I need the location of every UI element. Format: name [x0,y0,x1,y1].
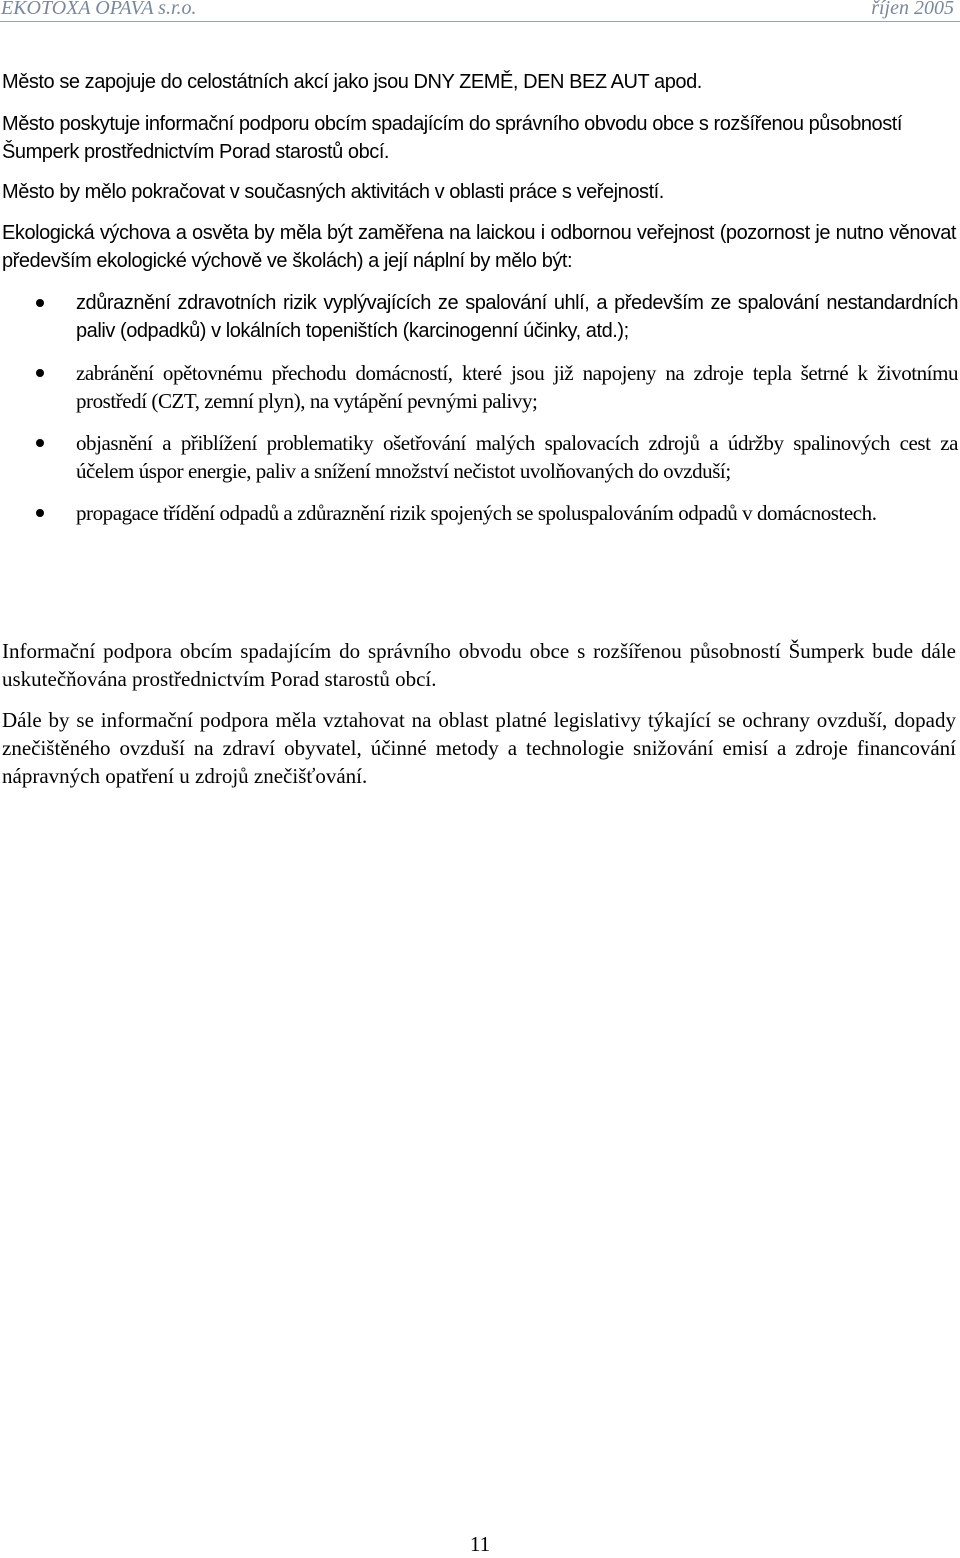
header-company: EKOTOXA OPAVA s.r.o. [1,0,197,19]
paragraph-info-continued: Informační podpora obcím spadajícím do správního obvodu obce s rozšířenou působností Šumperk bude dále uskutečňována prostřednictvím Porad starostů obcí. [2,639,956,691]
paragraph-legislation: Dále by se informační podpora měla vztahovat na oblast platné legislativy týkající se ochrany ovzduší, dopady znečištěného ovzduší na zdraví obyvatel, účinné metody a technologie snižování emisí a zdroje financování nápravných opatření u zdrojů znečišťování. [2,708,956,788]
bullet-icon [36,509,44,517]
bullet-icon [36,439,44,447]
header-date: říjen 2005 [871,0,954,19]
page-number: 11 [469,1532,491,1556]
bullet-list [0,289,958,527]
list-item-text: objasnění a přiblížení problematiky ošetřování malých spalovacích zdrojů a údržby spalinových cest za účelem úspor energie, paliv a snížení množství nečistot uvolňovaných do ovzduší; [76,431,958,483]
page-header [0,0,960,22]
list-item-text: propagace třídění odpadů a zdůraznění rizik spojených se spoluspalováním odpadů v domácnostech. [76,501,877,525]
list-item [0,289,958,345]
list-item [0,499,958,527]
bullet-icon [36,369,44,377]
list-item-text: zdůraznění zdravotních rizik vyplývajících ze spalování uhlí, a především ze spalování nestandardních paliv (odpadků) v lokálních topeništích (karcinogenní účinky, atd.); [76,292,958,342]
list-item [0,429,958,485]
bullet-icon [36,299,44,307]
paragraph-info-support: Město poskytuje informační podporu obcím spadajícím do správního obvodu obce s rozšířenou působností Šumperk prostřednictvím Porad starostů obcí. [2,113,902,163]
list-item-text: zabránění opětovnému přechodu domácností, které jsou již napojeny na zdroje tepla šetrné k životnímu prostředí (CZT, zemní plyn), na vytápění pevnými palivy; [76,361,958,413]
paragraph-education-intro: Ekologická výchova a osvěta by měla být zaměřena na laickou i odbornou veřejnost (pozornost je nutno věnovat především ekologické výchově ve školách) a její náplní by mělo být: [2,222,956,272]
paragraph-events: Město se zapojuje do celostátních akcí jako jsou DNY ZEMĚ, DEN BEZ AUT apod. [2,71,702,93]
list-item [0,359,958,415]
paragraph-continue: Město by mělo pokračovat v současných aktivitách v oblasti práce s veřejností. [2,181,664,203]
